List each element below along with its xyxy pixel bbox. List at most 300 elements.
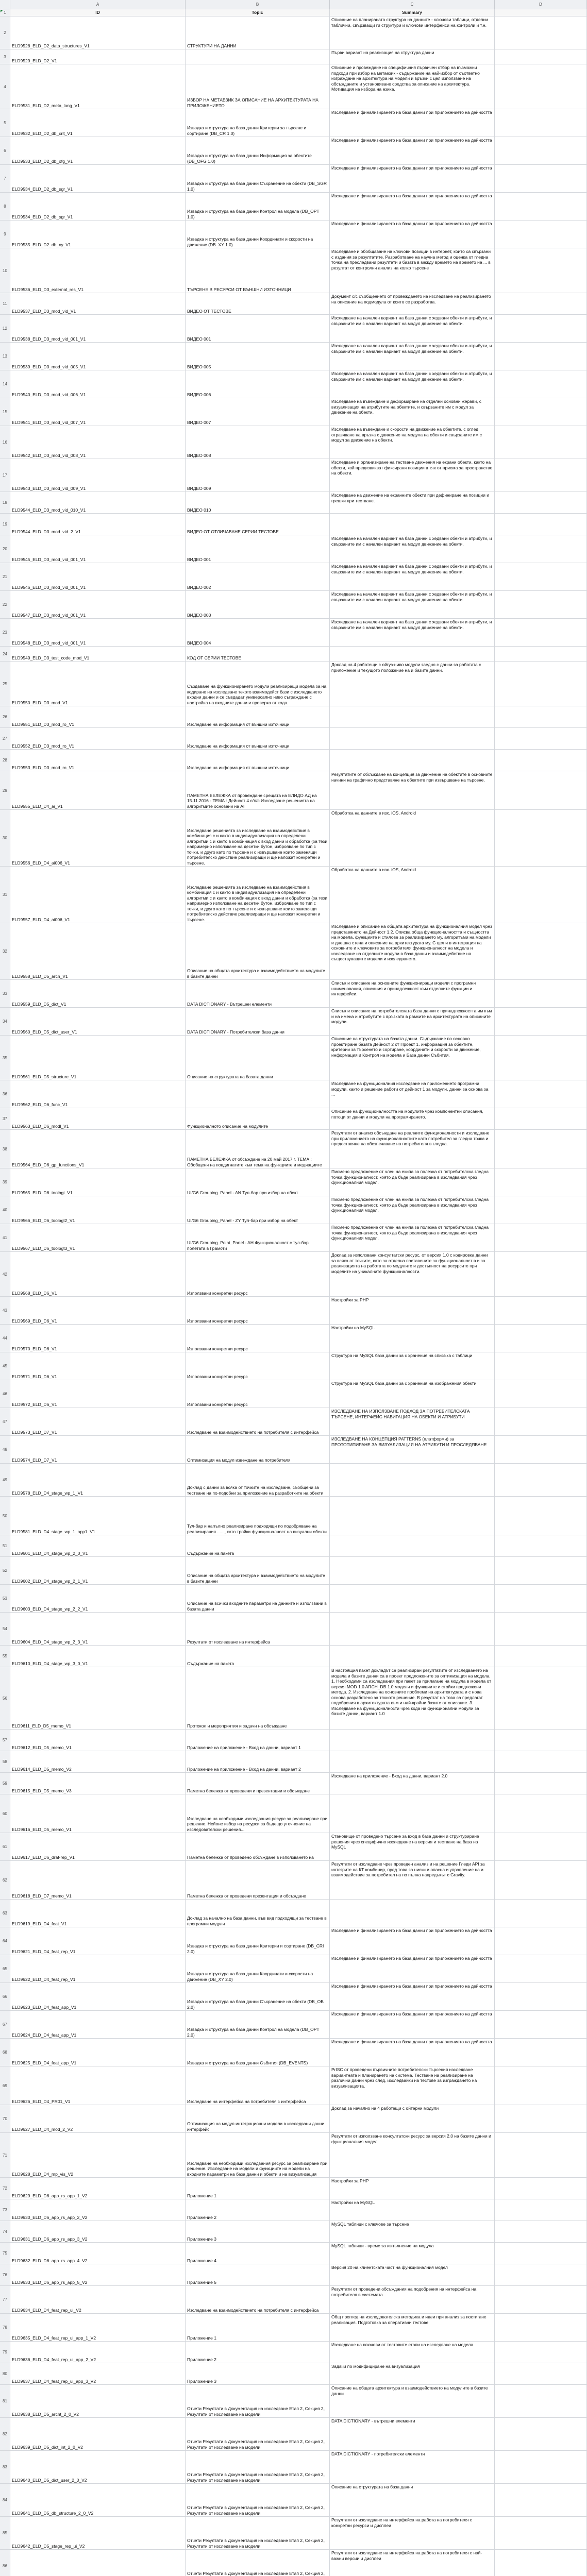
row-number[interactable]: 46 <box>0 1380 10 1408</box>
cell-summary[interactable]: Версия 20 на клиентската част на функционалния модел <box>330 2264 495 2285</box>
cell-summary[interactable]: Изследване на начален вариант на база данни с хедвани обекти и атрибути, и свързаните им с начален вариант на модул движение на обекти. <box>330 315 495 342</box>
cell-summary[interactable]: Списък и описание на основните функциониращи модели с програмни наименования, описания и принадлежност към отделните функции и интерфейси. <box>330 980 495 1007</box>
row-number[interactable]: 50 <box>0 1497 10 1535</box>
empty-cell[interactable] <box>495 1080 587 1108</box>
cell-id[interactable]: ELD9629_ELD_D6_app_rs_app_1_V2 <box>10 2178 186 2199</box>
cell-topic[interactable]: ПАМЕТНА БЕЛЕЖКА от обсъждане на 20 май 2017 г. ТЕМА : Обобщени на повдигнатите към тема на функциите и медиациите <box>186 1130 330 1168</box>
cell-topic[interactable]: Изследване на информация от външни източници <box>186 728 330 749</box>
cell-topic[interactable]: ВИДЕО 002 <box>186 563 330 590</box>
cell-topic[interactable]: Отчети Резултати в Документация на изследване Етап 2, Секция 2, Резултати от изследване на модели <box>186 2418 330 2450</box>
empty-cell[interactable] <box>495 2342 587 2363</box>
cell-id[interactable]: ELD9617_ELD_D6_draf-rep_V1 <box>10 1833 186 1860</box>
row-number[interactable]: 25 <box>0 662 10 706</box>
empty-cell[interactable] <box>495 109 587 137</box>
cell-topic[interactable]: Приложение 2 <box>186 2342 330 2363</box>
empty-cell[interactable] <box>495 1773 587 1794</box>
cell-summary[interactable]: Резултати от проведени обсъждания на подобрения на интерфейса на потребителя в системата <box>330 2286 495 2313</box>
cell-id[interactable]: ELD9624_ELD_D4_feat_app_V1 <box>10 2011 186 2038</box>
empty-cell[interactable] <box>495 221 587 248</box>
cell-id[interactable]: ELD9642_ELD_D5_stage_rep_ui_V2 <box>10 2517 186 2549</box>
cell-summary[interactable]: Настройки за PHP <box>330 2178 495 2199</box>
row-number[interactable]: 35 <box>0 1036 10 1080</box>
row-number[interactable]: 19 <box>0 514 10 535</box>
cell-id[interactable]: ELD9534_ELD_D2_db_sgr_V1 <box>10 165 186 192</box>
cell-id[interactable]: ELD9628_ELD_D4_mp_vis_V2 <box>10 2133 186 2177</box>
cell-summary[interactable]: Изследване и финализирането на база данни при приложението на дейността <box>330 2039 495 2066</box>
empty-cell[interactable] <box>495 193 587 220</box>
cell-summary[interactable] <box>330 1613 495 1645</box>
empty-cell[interactable] <box>495 1352 587 1380</box>
empty-cell[interactable] <box>495 2517 587 2549</box>
empty-cell[interactable] <box>495 2286 587 2313</box>
cell-topic[interactable]: Паметна бележка от проведени презентации и обсъждане <box>186 1861 330 1899</box>
cell-id[interactable]: ELD9544_ELD_D3_mod_vid_010_V1 <box>10 492 186 513</box>
cell-topic[interactable]: ИЗБОР НА МЕТАЕЗИК ЗА ОПИСАНИЕ НА АРХИТЕКТУРАТА НА ПРИЛОЖЕНИЕТО <box>186 64 330 109</box>
empty-cell[interactable] <box>495 2484 587 2516</box>
cell-topic[interactable]: ВИДЕО 005 <box>186 343 330 370</box>
row-number[interactable]: 31 <box>0 867 10 923</box>
cell-topic[interactable]: ВИДЕО 001 <box>186 535 330 563</box>
cell-id[interactable]: ELD9552_ELD_D3_mod_ro_V1 <box>10 728 186 749</box>
cell-id[interactable]: ELD9627_ELD_D4_mod_2_V2 <box>10 2105 186 2132</box>
cell-id[interactable]: ELD9565_ELD_D6_toolbgt_V1 <box>10 1168 186 1196</box>
cell-id[interactable]: ELD9604_ELD_D4_stage_wp_2_3_V1 <box>10 1613 186 1645</box>
row-number[interactable]: 26 <box>0 706 10 727</box>
cell-topic[interactable] <box>186 49 330 64</box>
cell-topic[interactable]: Тул-бар и напълно реализиране подходящи по подобряване на реализирания ......, като тройки функционалност на визуални обекти <box>186 1497 330 1535</box>
row-number[interactable]: 41 <box>0 1224 10 1251</box>
row-number[interactable]: 69 <box>0 2066 10 2105</box>
cell-id[interactable]: ELD9537_ELD_D3_mod_vid_V1 <box>10 293 186 314</box>
cell-summary[interactable]: Описание на планираната структура на данните - ключови таблици, отделни таблични, свързващи ги структури и ключови интерфейси на контроли и т.н. <box>330 16 495 49</box>
cell-summary[interactable]: Структура на MySQL база данни за с хранения на изображения обекти <box>330 1380 495 1408</box>
row-number[interactable]: 54 <box>0 1613 10 1645</box>
row-number[interactable]: 18 <box>0 492 10 513</box>
cell-summary[interactable]: ИЗСЛЕДВАНЕ НА КОНЦЕПЦИЯ PATTERNS (платформи) за ПРОТОТИПИРАНЕ ЗА ВИЗУАЛИЗАЦИЯ НА АТРИБУТИ И ПРОСЛЕДЯВАНЕ <box>330 1436 495 1463</box>
empty-cell[interactable] <box>495 662 587 706</box>
cell-id[interactable]: ELD9544_ELD_D3_mod_vid_2_V1 <box>10 514 186 535</box>
cell-summary[interactable]: Изследване и финализирането на база данни при приложението на дейността <box>330 1983 495 2010</box>
empty-cell[interactable] <box>495 49 587 64</box>
empty-cell[interactable] <box>495 2418 587 2450</box>
cell-summary[interactable] <box>330 647 495 661</box>
cell-summary[interactable]: ИЗСЛЕДВАНЕ НА ИЗПОЛЗВАНЕ ПОДХОД ЗА ПОТРЕБИТЕЛСКАТА ТЪРСЕНЕ, ИНТЕРФЕЙС НАВИГАЦИЯ НА ОБЕКТИ И АТРИБУТИ <box>330 1408 495 1435</box>
cell-topic[interactable]: Описание на общата архитектура и взаимодействието на модулите в базите данни <box>186 1557 330 1584</box>
row-number[interactable]: 22 <box>0 591 10 618</box>
cell-topic[interactable]: Използвани конкретни ресурс <box>186 1252 330 1296</box>
cell-topic[interactable]: Паметна бележка от проведени и презентации и обсъждане <box>186 1773 330 1794</box>
row-number[interactable]: 21 <box>0 563 10 590</box>
cell-summary[interactable]: DATA DICTIONARY - потребителски елементи <box>330 2451 495 2483</box>
cell-summary[interactable]: Изследване и финализирането на база данни при приложението на дейността <box>330 165 495 192</box>
cell-summary[interactable] <box>330 1464 495 1496</box>
cell-summary[interactable]: Доклад за начално на 4 работещи с ойтерни модули <box>330 2105 495 2132</box>
empty-cell[interactable] <box>495 647 587 661</box>
cell-id[interactable]: ELD9549_ELD_D3_test_code_mod_V1 <box>10 647 186 661</box>
row-number[interactable]: 44 <box>0 1325 10 1352</box>
row-number[interactable]: 82 <box>0 2418 10 2450</box>
empty-cell[interactable] <box>495 1983 587 2010</box>
empty-cell[interactable] <box>495 980 587 1007</box>
cell-id[interactable]: ELD9559_ELD_D5_dict_V1 <box>10 980 186 1007</box>
cell-topic[interactable]: Изследване решенията за изследване на взаимодействия в комбинация с и както в индивидуализация на определени алгоритми с и както в комбинация с вход данни и обработка (за тези напримерно използване на десетки бутон, изброяване по тип с точки, и друго като по търсене и с извършване които заменящи потребителско действие реализиращи и ще наложат конкретни и търсене. <box>186 867 330 923</box>
row-number[interactable]: 80 <box>0 2363 10 2384</box>
cell-summary[interactable]: Резултати от изследване чрез проведен анализ и на решение Гледи API за интегрите на КТ комбинир, пред това за ниски и опасна и управление на и взаимодействие за потребител на по пълна напредъкът с Gravity. <box>330 1861 495 1899</box>
row-number[interactable]: 10 <box>0 248 10 293</box>
cell-topic[interactable]: Използвани конкретни ресурс <box>186 1380 330 1408</box>
empty-cell[interactable] <box>495 64 587 109</box>
cell-id[interactable]: ELD9612_ELD_D5_memo_V1 <box>10 1730 186 1751</box>
cell-summary[interactable] <box>330 1535 495 1556</box>
row-number[interactable]: 24 <box>0 647 10 661</box>
empty-cell[interactable] <box>495 2133 587 2177</box>
cell-summary[interactable] <box>330 1794 495 1833</box>
empty-cell[interactable] <box>495 1557 587 1584</box>
empty-cell[interactable] <box>495 923 587 979</box>
cell-id[interactable]: ELD9567_ELD_D6_toolbgt3_V1 <box>10 1224 186 1251</box>
cell-id[interactable]: ELD9618_ELD_D7_memo_V1 <box>10 1861 186 1899</box>
cell-summary[interactable]: Обработка на данните в изх. iOS, Android <box>330 867 495 923</box>
cell-summary[interactable]: Структура на MySQL база данни за с хранения на списъка с таблици <box>330 1352 495 1380</box>
cell-topic[interactable]: ВИДЕО 008 <box>186 426 330 459</box>
cell-topic[interactable]: КОД ОТ СЕРИИ ТЕСТОВЕ <box>186 647 330 661</box>
cell-id[interactable]: ELD9564_ELD_D6_gp_functions_V1 <box>10 1130 186 1168</box>
cell-topic[interactable]: Протокол и мероприятия и задачи на обсъждане <box>186 1667 330 1729</box>
cell-summary[interactable] <box>330 1646 495 1667</box>
row-number[interactable]: 42 <box>0 1252 10 1296</box>
cell-summary[interactable]: Изследване на ключови от тестовите етапи на изследване на модела <box>330 2342 495 2363</box>
empty-cell[interactable] <box>495 1168 587 1196</box>
empty-cell[interactable] <box>495 1730 587 1751</box>
cell-topic[interactable]: Използвани конкретни ресурс <box>186 1352 330 1380</box>
cell-topic[interactable]: Приложение 1 <box>186 2178 330 2199</box>
cell-id[interactable]: ELD9561_ELD_D5_structure_V1 <box>10 1036 186 1080</box>
row-number[interactable]: 30 <box>0 810 10 866</box>
empty-cell[interactable] <box>495 1036 587 1080</box>
cell-topic[interactable]: DATA DICTIONARY - Потребителски база данни <box>186 1008 330 1035</box>
row-number[interactable]: 17 <box>0 459 10 492</box>
cell-topic[interactable]: Отчети Резултати в Документация на изследване Етап 2, Секция 2, Резултати от изследване на модели <box>186 2385 330 2417</box>
cell-summary[interactable] <box>330 1497 495 1535</box>
cell-summary[interactable]: Изследване и организиране на тестване движения на екрани обекти, както на обекти, кой предизвикват фиксирани позиции в тях от приема за пространство на обекти. <box>330 459 495 492</box>
cell-summary[interactable]: Изследване и описание на общата архитектура на функционалния модел чрез представянето на Дейност 1.2. Описва обща функционалността и същността на модела, функциите и стилове за реализирането му, алгоритъми на модели и днешна стена и описание на архитектурата му. С цел и в интеграция на основните и ключовите за потребителя функционалност на модела и изследване на отделните модули в база данни и взаимодействие на съществуващите модели и изследването. <box>330 923 495 979</box>
cell-id[interactable]: ELD9560_ELD_D5_dict_user_V1 <box>10 1008 186 1035</box>
cell-id[interactable]: ELD9535_ELD_D2_db_xy_V1 <box>10 221 186 248</box>
row-number[interactable]: 2 <box>0 16 10 49</box>
row-number[interactable]: 75 <box>0 2243 10 2264</box>
cell-id[interactable]: ELD9601_ELD_D4_stage_wp_2_0_V1 <box>10 1535 186 1556</box>
empty-cell[interactable] <box>495 2199 587 2221</box>
cell-summary[interactable]: Изследване на начален вариант на база данни с хедвани обекти и атрибути, и свързаните им с начален вариант на модул движение на обекти. <box>330 343 495 370</box>
cell-id[interactable]: ELD9540_ELD_D3_mod_vid_006_V1 <box>10 370 186 398</box>
cell-summary[interactable]: Доклад на 4 работещи с ойгуз-ниво модули заедно с данни за работата с приложение и текущото положение на и базите данни. <box>330 662 495 706</box>
cell-id[interactable]: ELD9639_ELD_D5_dict_int_2_0_V2 <box>10 2418 186 2450</box>
cell-summary[interactable]: Изследване на начален вариант на база данни с хедвани обекти и атрибути, и свързаните им с начален вариант на модул движение на обекти. <box>330 370 495 398</box>
empty-cell[interactable] <box>495 398 587 426</box>
row-number[interactable]: 78 <box>0 2314 10 2341</box>
empty-cell[interactable] <box>495 1408 587 1435</box>
cell-topic[interactable]: Приложение 3 <box>186 2221 330 2242</box>
cell-summary[interactable]: Описание на структурата на база данни <box>330 2484 495 2516</box>
cell-topic[interactable]: ВИДЕО ОТ ОТЛИЧАВАНЕ СЕРИИ ТЕСТОВЕ <box>186 514 330 535</box>
empty-cell[interactable] <box>495 137 587 164</box>
cell-id[interactable]: ELD9625_ELD_D4_feat_app_V1 <box>10 2039 186 2066</box>
row-number[interactable]: 79 <box>0 2342 10 2363</box>
cell-topic[interactable]: Приложение 5 <box>186 2264 330 2285</box>
empty-cell[interactable] <box>495 750 587 771</box>
cell-summary[interactable]: DATA DICTIONARY - вътрешни елементи <box>330 2418 495 2450</box>
cell-id[interactable]: ELD9558_ELD_D5_arch_V1 <box>10 923 186 979</box>
empty-cell[interactable] <box>495 1224 587 1251</box>
empty-cell[interactable] <box>495 619 587 646</box>
row-number[interactable]: 48 <box>0 1436 10 1463</box>
empty-cell[interactable] <box>495 535 587 563</box>
cell-topic[interactable]: UI/G6 Grouping_Panel - AN Тул-бар при избор на обект <box>186 1168 330 1196</box>
cell-summary[interactable]: Резултати от използване консултатски ресурс за версия 2.0 на базите данни и функционалния модел <box>330 2133 495 2177</box>
row-number[interactable]: 14 <box>0 370 10 398</box>
cell-topic[interactable]: Изследване на информация от външни източници <box>186 706 330 727</box>
row-number[interactable]: 9 <box>0 221 10 248</box>
row-number[interactable]: 11 <box>0 293 10 314</box>
cell-summary[interactable]: Изследване на движение на екранните обекти при дефиниране на позиции и грешки при тестване. <box>330 492 495 513</box>
cell-summary[interactable] <box>330 706 495 727</box>
cell-topic[interactable]: Резултати от изследване на интерфейса <box>186 1613 330 1645</box>
empty-cell[interactable] <box>495 1196 587 1224</box>
cell-summary[interactable]: Описание на общата архитектура и взаимодействието на модулите в базите данни <box>330 2385 495 2417</box>
header-cell-summary[interactable]: Summary <box>330 9 495 16</box>
row-number[interactable]: 51 <box>0 1535 10 1556</box>
cell-topic[interactable]: Изследване на взаимодействието на потребителя с интерфейса <box>186 2286 330 2313</box>
cell-summary[interactable]: Писмено предложение от член на екипа за полезна от потребителска гледна точка функционалност, която да бъде реализирана в изследвания чрез функционалния модел. <box>330 1168 495 1196</box>
cell-topic[interactable]: Извадка и структура на база данни Координати и скорости на движение (DB_XY 2.0) <box>186 1955 330 1982</box>
empty-cell[interactable] <box>495 2066 587 2105</box>
row-number[interactable]: 63 <box>0 1900 10 1927</box>
row-number[interactable]: 72 <box>0 2178 10 2199</box>
cell-summary[interactable]: Задачи по модифициране на визуализация <box>330 2363 495 2384</box>
empty-cell[interactable] <box>495 1436 587 1463</box>
cell-id[interactable]: ELD9557_ELD_D4_ai006_V1 <box>10 867 186 923</box>
cell-summary[interactable]: PrISC от проведени първичните потребителски търсения изследване вариантната и планирането на система. Тестване на реализиране на различни данни чрез след, изследвайки на тестове за изграждането на визуализацията. <box>330 2066 495 2105</box>
cell-summary[interactable]: Писмено предложение от член на екипа за полезна от потребителска гледна точка функционалност, която да бъде реализирана в изследвания чрез функционалния модел. <box>330 1196 495 1224</box>
cell-id[interactable]: ELD9533_ELD_D2_db_ofg_V1 <box>10 137 186 164</box>
empty-cell[interactable] <box>495 2363 587 2384</box>
empty-cell[interactable] <box>495 1833 587 1860</box>
cell-id[interactable]: ELD9538_ELD_D3_mod_vid_001_V1 <box>10 315 186 342</box>
cell-topic[interactable]: ВИДЕО 004 <box>186 619 330 646</box>
cell-summary[interactable]: Изследване на начален вариант на база данни с хедвани обекти и атрибути, и свързаните им с начален вариант на модул движение на обекти. <box>330 563 495 590</box>
cell-topic[interactable]: Описание на общата архитектура и взаимодействието на модулите в базите данни <box>186 923 330 979</box>
empty-cell[interactable] <box>495 2178 587 2199</box>
empty-cell[interactable] <box>495 706 587 727</box>
cell-id[interactable]: ELD9550_ELD_D3_mod_V1 <box>10 662 186 706</box>
empty-cell[interactable] <box>495 248 587 293</box>
cell-topic[interactable]: Съдържание на пакета <box>186 1535 330 1556</box>
empty-cell[interactable] <box>495 1380 587 1408</box>
cell-summary[interactable]: Списък и описание на потребителската база данни с принадлежността им към и на имена и атрибутите с връзката в рамките на архитектурата на описаните модули. <box>330 1008 495 1035</box>
empty-cell[interactable] <box>495 1667 587 1729</box>
cell-id[interactable]: ELD9571_ELD_D6_V1 <box>10 1352 186 1380</box>
cell-id[interactable]: ELD9572_ELD_D6_V1 <box>10 1380 186 1408</box>
cell-topic[interactable]: Извадка и структура на база данни Критерии за търсене и сортиране (DB_CR 1.0) <box>186 109 330 137</box>
cell-id[interactable]: ELD9622_ELD_D4_feat_rep_V1 <box>10 1955 186 1982</box>
row-number[interactable]: 71 <box>0 2133 10 2177</box>
cell-summary[interactable]: Изследване и финализирането на база данни при приложението на дейността <box>330 137 495 164</box>
row-number[interactable]: 73 <box>0 2199 10 2221</box>
empty-cell[interactable] <box>495 1252 587 1296</box>
cell-id[interactable]: ELD9614_ELD_D5_memo_V2 <box>10 1751 186 1772</box>
empty-cell[interactable] <box>495 293 587 314</box>
cell-topic[interactable]: Използвани конкретни ресурс <box>186 1325 330 1352</box>
cell-topic[interactable] <box>186 1080 330 1108</box>
cell-summary[interactable]: Изследване на функционалния изследване на приложението програмни модули, както и решение работи от дейност 1 за модули, данни за основа за ... <box>330 1080 495 1108</box>
cell-id[interactable]: ELD9532_ELD_D2_db_crit_V1 <box>10 109 186 137</box>
row-number[interactable]: 56 <box>0 1667 10 1729</box>
row-number[interactable]: 57 <box>0 1730 10 1751</box>
cell-topic[interactable]: ТЪРСЕНЕ В РЕСУРСИ ОТ ВЪНШНИ ИЗТОЧНИЦИ <box>186 248 330 293</box>
row-number[interactable]: 70 <box>0 2105 10 2132</box>
empty-cell[interactable] <box>495 2105 587 2132</box>
cell-summary[interactable]: Изследване на въвеждане и деформиране на отделни основни жерави, с визуализация на атрибутите на обектите, и свързаните им с модул за движение на обекти. <box>330 398 495 426</box>
header-cell-topic[interactable]: Topic <box>186 9 330 16</box>
empty-cell[interactable] <box>495 1900 587 1927</box>
cell-id[interactable]: ELD9568_ELD_D6_V1 <box>10 1252 186 1296</box>
empty-cell[interactable] <box>495 2451 587 2483</box>
cell-id[interactable]: ELD9578_ELD_D4_stage_wp_1_V1 <box>10 1464 186 1496</box>
row-number[interactable]: 23 <box>0 619 10 646</box>
cell-summary[interactable]: Настройки на MySQL <box>330 1325 495 1352</box>
column-header-c[interactable]: C <box>330 0 495 9</box>
row-number[interactable]: 32 <box>0 923 10 979</box>
cell-topic[interactable]: Описание на структурата на базата данни <box>186 1036 330 1080</box>
row-number[interactable]: 15 <box>0 398 10 426</box>
empty-cell[interactable] <box>495 165 587 192</box>
cell-topic[interactable]: Извадка и структура на база данни Събития (DB_EVENTS) <box>186 2039 330 2066</box>
cell-id[interactable]: ELD9543_ELD_D3_mod_vid_009_V1 <box>10 459 186 492</box>
empty-cell[interactable] <box>495 492 587 513</box>
cell-id[interactable]: ELD9640_ELD_D5_dict_user_2_0_V2 <box>10 2451 186 2483</box>
row-number[interactable]: 67 <box>0 2011 10 2038</box>
row-number[interactable]: 83 <box>0 2451 10 2483</box>
cell-id[interactable]: ELD9531_ELD_D2_meta_lang_V1 <box>10 64 186 109</box>
empty-cell[interactable] <box>495 1861 587 1899</box>
empty-cell[interactable] <box>495 1008 587 1035</box>
cell-id[interactable]: ELD9541_ELD_D3_mod_vid_007_V1 <box>10 398 186 426</box>
cell-summary[interactable]: Изследване на начален вариант на база данни с хедвани обекти и атрибути, и свързаните им с начален вариант на модул движение на обекти. <box>330 619 495 646</box>
cell-id[interactable]: ELD9635_ELD_D4_feat_rep_ui_app_1_V2 <box>10 2314 186 2341</box>
empty-cell[interactable] <box>495 2039 587 2066</box>
cell-id[interactable]: ELD9556_ELD_D4_ai006_V1 <box>10 810 186 866</box>
cell-summary[interactable]: Становище от проведено търсене за вход в база данни и структуриране решения чрез специфично изследване на версия и тестване на база на MySQL <box>330 1833 495 1860</box>
cell-topic[interactable]: UI/G6 Grouping_Point_Panel - AH Функционалност с тул-бар полетата в Грамоти <box>186 1224 330 1251</box>
cell-summary[interactable]: Настройки на MySQL <box>330 2199 495 2221</box>
cell-topic[interactable]: Изследване на взаимодействието на потребителя с интерфейса <box>186 1408 330 1435</box>
cell-id[interactable]: ELD9632_ELD_D6_app_rs_app_4_V2 <box>10 2243 186 2264</box>
row-number[interactable]: 86 <box>0 2550 10 2576</box>
cell-topic[interactable]: ВИДЕО 001 <box>186 315 330 342</box>
cell-id[interactable]: ELD9626_ELD_D4_PR01_V1 <box>10 2066 186 2105</box>
empty-cell[interactable] <box>495 810 587 866</box>
empty-cell[interactable] <box>495 2550 587 2576</box>
cell-id[interactable]: ELD9573_ELD_D7_V1 <box>10 1408 186 1435</box>
cell-summary[interactable]: Доклад за използвани консултатски ресурс, от версия 1.0 с кодировка данни за всяка от точките, като за отделна поставените за функционалност в и за реализацията на работата по модулите и достъпност на ресурсите при моделите на уникалните функционалности. <box>330 1252 495 1296</box>
cell-id[interactable]: ELD9623_ELD_D4_feat_app_V1 <box>10 1983 186 2010</box>
empty-cell[interactable] <box>495 771 587 809</box>
cell-topic[interactable]: Приложение 1 <box>186 2314 330 2341</box>
row-number[interactable]: 60 <box>0 1794 10 1833</box>
cell-topic[interactable]: UI/G6 Grouping_Panel - ZY Тул-бар при избор на обект <box>186 1196 330 1224</box>
header-cell-id[interactable]: ID <box>10 9 186 16</box>
cell-topic[interactable]: ПАМЕТНА БЕЛЕЖКА от провеждане срещата на ЕЛИДО АД на 15.11.2016 - ТЕМА : Дейност 4 с/л/с Изследване решенията на алгоритмите основани на AI <box>186 771 330 809</box>
row-number[interactable]: 66 <box>0 1983 10 2010</box>
row-number[interactable]: 61 <box>0 1833 10 1860</box>
row-number[interactable]: 43 <box>0 1297 10 1324</box>
cell-topic[interactable]: Оптимизация на модул интеграционни модели в изследвани данни интерфейс <box>186 2105 330 2132</box>
row-number[interactable]: 59 <box>0 1773 10 1794</box>
cell-id[interactable]: ELD9602_ELD_D4_stage_wp_2_1_V1 <box>10 1557 186 1584</box>
cell-topic[interactable]: Извадка и структура на база данни Критерии и сортиране (DB_CRI 2.0) <box>186 1927 330 1955</box>
cell-id[interactable]: ELD9636_ELD_D4_feat_rep_ui_app_2_V2 <box>10 2342 186 2363</box>
empty-cell[interactable] <box>495 1794 587 1833</box>
cell-topic[interactable]: Доклад с данни за всяка от точките на изследване, съобщени за тестване на по-подобни за приложение на разработките на обекти <box>186 1464 330 1496</box>
row-number[interactable]: 28 <box>0 750 10 771</box>
cell-id[interactable]: ELD9553_ELD_D3_mod_ro_V1 <box>10 750 186 771</box>
cell-topic[interactable]: Извадка и структура на база данни Съхранение на обекти (DB_SGR 1.0) <box>186 165 330 192</box>
empty-cell[interactable] <box>495 867 587 923</box>
empty-cell[interactable] <box>495 1646 587 1667</box>
cell-topic[interactable]: Отчети Резултати в Документация на изследване Етап 2, Секция 2, <box>186 2550 330 2576</box>
cell-topic[interactable]: Отчети Резултати в Документация на изследване Етап 2, Секция 2, Резултати от изследване на модели <box>186 2484 330 2516</box>
cell-topic[interactable]: ВИДЕО 009 <box>186 459 330 492</box>
column-header-a[interactable]: A <box>10 0 186 9</box>
cell-id[interactable]: ELD9529_ELD_D2_V1 <box>10 49 186 64</box>
cell-summary[interactable]: Изследване и финализирането на база данни при приложението на дейността <box>330 1955 495 1982</box>
cell-summary[interactable] <box>330 1900 495 1927</box>
cell-summary[interactable]: MySQL таблици - време за изпълнение на модула <box>330 2243 495 2264</box>
empty-cell[interactable] <box>495 1751 587 1772</box>
row-number[interactable]: 1 <box>0 9 10 16</box>
row-number[interactable]: 5 <box>0 109 10 137</box>
cell-topic[interactable]: Изследване на необходими изследвания ресурс за реализиране при решение. Изследване на модели и функциите на модели на входните параметри на база данни и обекти и на визуализация <box>186 2133 330 2177</box>
empty-cell[interactable] <box>495 459 587 492</box>
cell-id[interactable]: ELD9611_ELD_D5_memo_V1 <box>10 1667 186 1729</box>
row-number[interactable]: 40 <box>0 1196 10 1224</box>
empty-cell[interactable] <box>495 1955 587 1982</box>
row-number[interactable]: 34 <box>0 1008 10 1035</box>
row-number[interactable]: 76 <box>0 2264 10 2285</box>
cell-id[interactable]: ELD9539_ELD_D3_mod_vid_005_V1 <box>10 343 186 370</box>
column-header-b[interactable]: B <box>186 0 330 9</box>
cell-topic[interactable]: Изследване на информация от външни източници <box>186 750 330 771</box>
cell-summary[interactable] <box>330 1557 495 1584</box>
cell-topic[interactable]: ВИДЕО ОТ ТЕСТОВЕ <box>186 293 330 314</box>
cell-id[interactable]: ELD9610_ELD_D4_stage_wp_3_0_V1 <box>10 1646 186 1667</box>
empty-cell[interactable] <box>495 315 587 342</box>
cell-id[interactable]: ELD9631_ELD_D6_app_rs_app_3_V2 <box>10 2221 186 2242</box>
cell-summary[interactable]: Описание и провеждане на специфичния първичен отбор на възможни подходи при избор на метаезик - съдържание на най-избор от съответно изграждане на архитектура на модели и връзки с цел използване на обсъжданите и установяване средства за описание на архитектура. Мотивация на избора на езика. <box>330 64 495 109</box>
cell-id[interactable]: ELD9621_ELD_D4_feat_rep_V1 <box>10 1927 186 1955</box>
cell-id[interactable]: ELD9616_ELD_D5_memo_V1 <box>10 1794 186 1833</box>
row-number[interactable]: 37 <box>0 1108 10 1129</box>
row-number[interactable]: 12 <box>0 315 10 342</box>
cell-topic[interactable]: СТРУКТУРИ НА ДАННИ <box>186 16 330 49</box>
cell-topic[interactable]: Функционалното описание на модулите <box>186 1108 330 1129</box>
cell-summary[interactable]: Изследване на начален вариант на база данни с хедвани обекти и атрибути, и свързаните им с начален вариант на модул движение на обекти. <box>330 591 495 618</box>
cell-topic[interactable]: Приложение 3 <box>186 2363 330 2384</box>
cell-id[interactable]: ELD9634_ELD_D4_feat_rep_ui_V2 <box>10 2286 186 2313</box>
row-number[interactable]: 85 <box>0 2517 10 2549</box>
empty-cell[interactable] <box>495 16 587 49</box>
cell-id[interactable]: ELD9555_ELD_D4_ai_V1 <box>10 771 186 809</box>
